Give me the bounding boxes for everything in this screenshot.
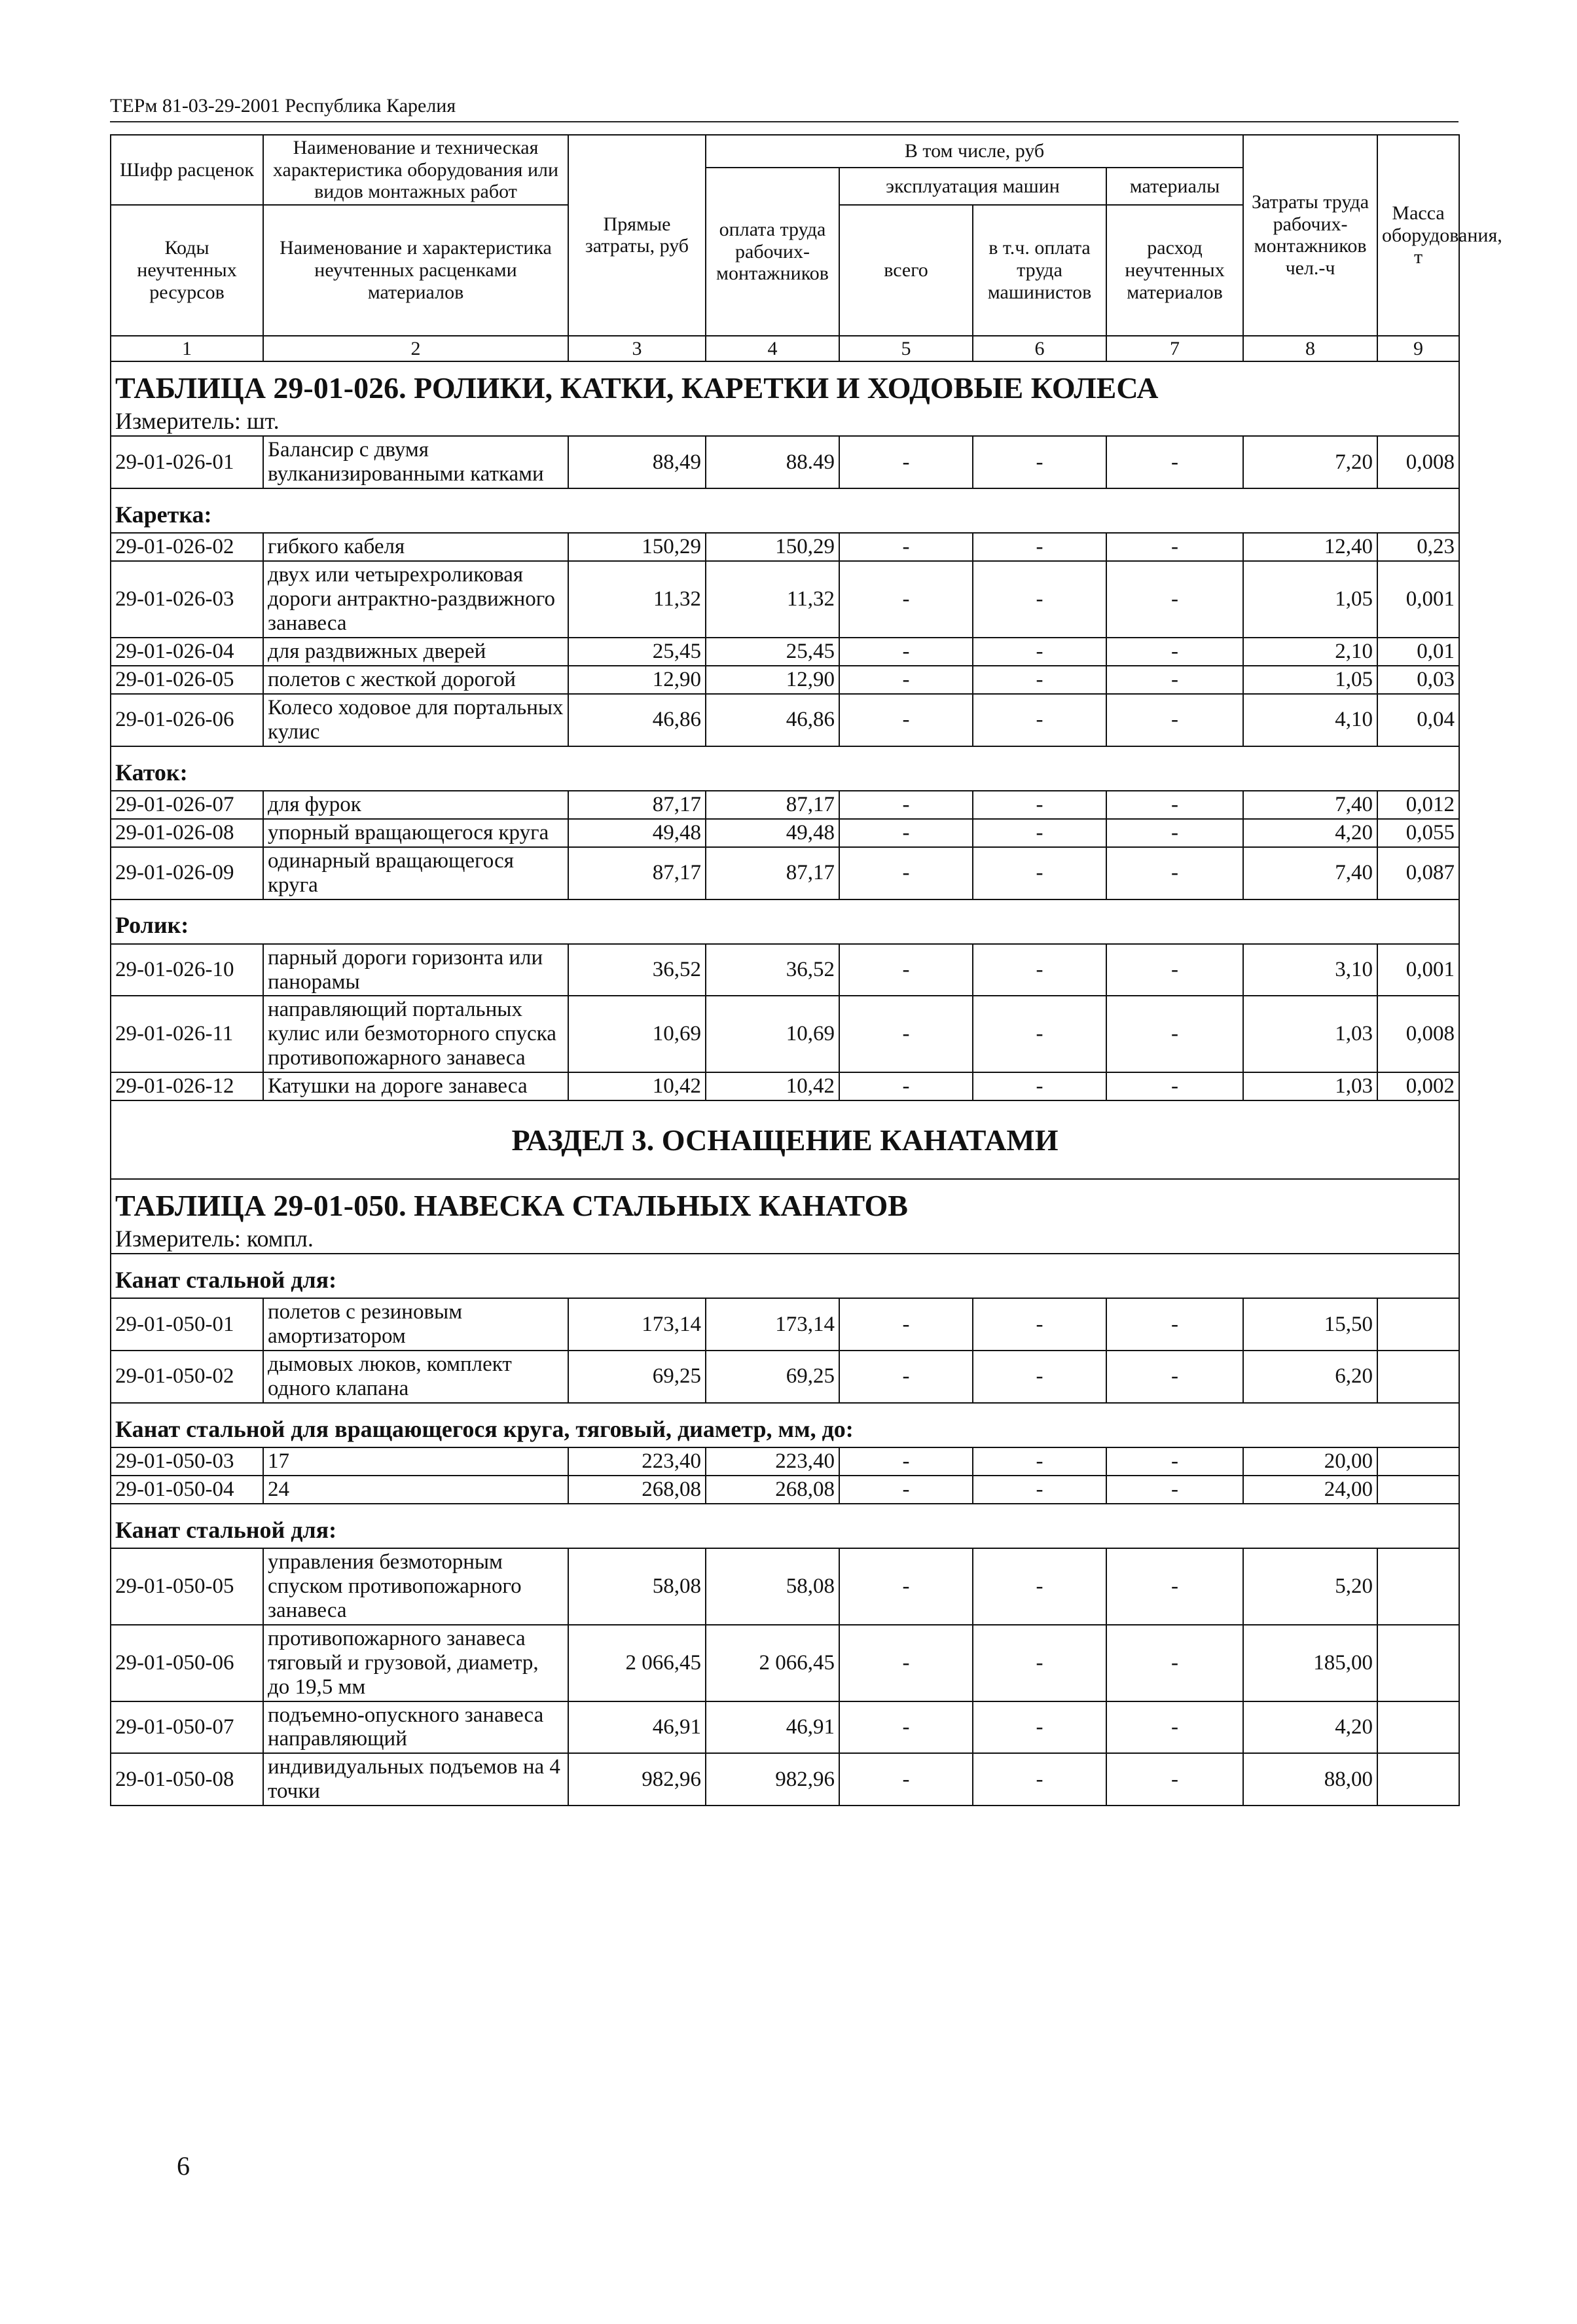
subgroup-title: Канат стальной для:	[111, 1504, 1459, 1548]
cell-code: 29-01-026-11	[111, 996, 263, 1072]
cell-code: 29-01-050-06	[111, 1625, 263, 1701]
cell-labor: 7,40	[1243, 847, 1377, 899]
cell-pay: 12,90	[706, 666, 839, 694]
cell-all: -	[839, 638, 973, 666]
cell-name: полетов с жесткой дорогой	[263, 666, 568, 694]
table-title-row	[111, 361, 1459, 407]
column-numbers-row	[111, 336, 1459, 362]
cell-name: индивидуальных подъемов на 4 точки	[263, 1753, 568, 1806]
cell-mach: -	[973, 791, 1106, 819]
table-row	[111, 1625, 1459, 1701]
section-title-row	[111, 1100, 1459, 1179]
cell-all: -	[839, 791, 973, 819]
cell-direct: 88,49	[568, 436, 706, 488]
table-row	[111, 1351, 1459, 1403]
cell-direct: 2 066,45	[568, 1625, 706, 1701]
cell-name: для раздвижных дверей	[263, 638, 568, 666]
col-materials: материалы	[1106, 168, 1243, 205]
col-machines: эксплуатация машин	[839, 168, 1106, 205]
col-all: всего	[839, 205, 973, 336]
col-codes: Коды неучтенных ресурсов	[111, 205, 263, 336]
cell-direct: 87,17	[568, 791, 706, 819]
cell-mat: -	[1106, 533, 1243, 561]
cell-mach: -	[973, 561, 1106, 638]
table-row	[111, 1298, 1459, 1351]
cell-direct: 49,48	[568, 819, 706, 847]
cell-pay: 87,17	[706, 791, 839, 819]
document-header: ТЕРм 81-03-29-2001 Республика Карелия	[110, 95, 456, 117]
price-table	[110, 134, 1502, 1806]
cell-labor: 6,20	[1243, 1351, 1377, 1403]
cell-name: Катушки на дороге занавеса	[263, 1072, 568, 1100]
cell-mat: -	[1106, 1447, 1243, 1476]
cell-labor: 1,03	[1243, 1072, 1377, 1100]
cell-mass	[1377, 1625, 1459, 1701]
col-mach-pay: в т.ч. оплата труда машинистов	[973, 205, 1106, 336]
cell-pay: 150,29	[706, 533, 839, 561]
cell-pay: 49,48	[706, 819, 839, 847]
cell-direct: 87,17	[568, 847, 706, 899]
cell-name: гибкого кабеля	[263, 533, 568, 561]
subgroup-title-row	[111, 1504, 1459, 1548]
cell-labor: 24,00	[1243, 1476, 1377, 1504]
cell-mach: -	[973, 1701, 1106, 1754]
cell-mat: -	[1106, 1072, 1243, 1100]
table-row	[111, 944, 1459, 996]
cell-pay: 982,96	[706, 1753, 839, 1806]
cell-pay: 87,17	[706, 847, 839, 899]
cell-all: -	[839, 1351, 973, 1403]
cell-mass: 0,008	[1377, 436, 1459, 488]
cell-mass: 0,087	[1377, 847, 1459, 899]
measure-unit: Измеритель: компл.	[111, 1224, 1459, 1254]
cell-direct: 268,08	[568, 1476, 706, 1504]
cell-pay: 268,08	[706, 1476, 839, 1504]
cell-name: одинарный вращающегося круга	[263, 847, 568, 899]
cell-all: -	[839, 666, 973, 694]
cell-name: Балансир с двумя вулканизированными катками	[263, 436, 568, 488]
table-row	[111, 436, 1459, 488]
cell-mach: -	[973, 1548, 1106, 1625]
cell-mat: -	[1106, 1548, 1243, 1625]
table-row	[111, 1548, 1459, 1625]
cell-pay: 11,32	[706, 561, 839, 638]
cell-code: 29-01-026-10	[111, 944, 263, 996]
cell-pay: 25,45	[706, 638, 839, 666]
cell-pay: 69,25	[706, 1351, 839, 1403]
cell-mass	[1377, 1548, 1459, 1625]
cell-mach: -	[973, 1447, 1106, 1476]
table-row	[111, 1447, 1459, 1476]
cell-direct: 11,32	[568, 561, 706, 638]
cell-labor: 15,50	[1243, 1298, 1377, 1351]
cell-all: -	[839, 436, 973, 488]
page-number: 6	[177, 2151, 190, 2181]
cell-all: -	[839, 847, 973, 899]
cell-mass: 0,002	[1377, 1072, 1459, 1100]
table-title: ТАБЛИЦА 29-01-026. РОЛИКИ, КАТКИ, КАРЕТКИ И ХОДОВЫЕ КОЛЕСА	[111, 361, 1459, 407]
cell-labor: 12,40	[1243, 533, 1377, 561]
cell-code: 29-01-026-05	[111, 666, 263, 694]
col-num: 3	[568, 336, 706, 362]
cell-mach: -	[973, 847, 1106, 899]
cell-pay: 46,86	[706, 694, 839, 746]
cell-mach: -	[973, 666, 1106, 694]
table-row	[111, 694, 1459, 746]
cell-all: -	[839, 533, 973, 561]
cell-pay: 10,42	[706, 1072, 839, 1100]
subgroup-title: Ролик:	[111, 899, 1459, 944]
table-title: ТАБЛИЦА 29-01-050. НАВЕСКА СТАЛЬНЫХ КАНАТОВ	[111, 1179, 1459, 1224]
cell-labor: 2,10	[1243, 638, 1377, 666]
cell-name: управления безмоторным спуском противопожарного занавеса	[263, 1548, 568, 1625]
subgroup-title-row	[111, 488, 1459, 533]
cell-mat: -	[1106, 1351, 1243, 1403]
col-labor: Затраты труда рабочих-монтажников чел.-ч	[1243, 135, 1377, 336]
col-num: 6	[973, 336, 1106, 362]
table-row	[111, 1072, 1459, 1100]
cell-pay: 88.49	[706, 436, 839, 488]
cell-mat: -	[1106, 1753, 1243, 1806]
cell-all: -	[839, 1625, 973, 1701]
cell-mat: -	[1106, 1625, 1243, 1701]
table-row	[111, 533, 1459, 561]
cell-pay: 173,14	[706, 1298, 839, 1351]
cell-mat: -	[1106, 819, 1243, 847]
cell-mass: 0,23	[1377, 533, 1459, 561]
section-title: РАЗДЕЛ 3. ОСНАЩЕНИЕ КАНАТАМИ	[111, 1100, 1459, 1179]
header-rule	[110, 121, 1459, 122]
cell-mach: -	[973, 996, 1106, 1072]
cell-labor: 1,05	[1243, 666, 1377, 694]
table-row	[111, 1701, 1459, 1754]
cell-mass	[1377, 1298, 1459, 1351]
cell-mach: -	[973, 1753, 1106, 1806]
col-direct: Прямые затраты, руб	[568, 135, 706, 336]
cell-direct: 150,29	[568, 533, 706, 561]
cell-code: 29-01-050-03	[111, 1447, 263, 1476]
subgroup-title-row	[111, 1403, 1459, 1447]
cell-name: 17	[263, 1447, 568, 1476]
cell-labor: 4,20	[1243, 1701, 1377, 1754]
cell-code: 29-01-026-01	[111, 436, 263, 488]
cell-mat: -	[1106, 791, 1243, 819]
cell-name: Колесо ходовое для портальных кулис	[263, 694, 568, 746]
cell-all: -	[839, 1548, 973, 1625]
cell-mass	[1377, 1447, 1459, 1476]
cell-mat: -	[1106, 996, 1243, 1072]
cell-direct: 58,08	[568, 1548, 706, 1625]
cell-direct: 10,42	[568, 1072, 706, 1100]
cell-mach: -	[973, 944, 1106, 996]
cell-mat: -	[1106, 436, 1243, 488]
cell-mass	[1377, 1753, 1459, 1806]
cell-mass: 0,001	[1377, 944, 1459, 996]
cell-mass: 0,055	[1377, 819, 1459, 847]
cell-direct: 46,86	[568, 694, 706, 746]
cell-code: 29-01-026-07	[111, 791, 263, 819]
cell-direct: 69,25	[568, 1351, 706, 1403]
cell-pay: 223,40	[706, 1447, 839, 1476]
cell-name: парный дороги горизонта или панорамы	[263, 944, 568, 996]
cell-labor: 4,10	[1243, 694, 1377, 746]
cell-mat: -	[1106, 666, 1243, 694]
cell-pay: 36,52	[706, 944, 839, 996]
cell-pay: 46,91	[706, 1701, 839, 1754]
cell-name: 24	[263, 1476, 568, 1504]
cell-mat: -	[1106, 847, 1243, 899]
cell-labor: 7,20	[1243, 436, 1377, 488]
cell-code: 29-01-050-02	[111, 1351, 263, 1403]
table-row	[111, 638, 1459, 666]
cell-all: -	[839, 561, 973, 638]
cell-mach: -	[973, 1298, 1106, 1351]
cell-mass: 0,04	[1377, 694, 1459, 746]
cell-labor: 88,00	[1243, 1753, 1377, 1806]
table-row	[111, 561, 1459, 638]
cell-code: 29-01-026-04	[111, 638, 263, 666]
cell-all: -	[839, 944, 973, 996]
subgroup-title: Каток:	[111, 746, 1459, 791]
cell-name: направляющий портальных кулис или безмоторного спуска противопожарного занавеса	[263, 996, 568, 1072]
col-pay: оплата труда рабочих-монтажников	[706, 168, 839, 336]
cell-code: 29-01-050-04	[111, 1476, 263, 1504]
cell-mach: -	[973, 1625, 1106, 1701]
cell-mass: 0,008	[1377, 996, 1459, 1072]
measure-unit-row	[111, 1224, 1459, 1254]
cell-mat: -	[1106, 1476, 1243, 1504]
cell-code: 29-01-026-09	[111, 847, 263, 899]
cell-mass: 0,001	[1377, 561, 1459, 638]
cell-name: дымовых люков, комплект одного клапана	[263, 1351, 568, 1403]
col-num: 2	[263, 336, 568, 362]
cell-name: упорный вращающегося круга	[263, 819, 568, 847]
cell-all: -	[839, 819, 973, 847]
cell-mach: -	[973, 1072, 1106, 1100]
cell-all: -	[839, 1701, 973, 1754]
cell-mass: 0,012	[1377, 791, 1459, 819]
cell-name: для фурок	[263, 791, 568, 819]
col-including: В том числе, руб	[706, 135, 1243, 168]
cell-mass: 0,03	[1377, 666, 1459, 694]
col-num: 9	[1377, 336, 1459, 362]
subgroup-title-row	[111, 1254, 1459, 1298]
cell-name: подъемно-опускного занавеса направляющий	[263, 1701, 568, 1754]
table-row	[111, 996, 1459, 1072]
cell-pay: 58,08	[706, 1548, 839, 1625]
cell-code: 29-01-026-12	[111, 1072, 263, 1100]
cell-labor: 185,00	[1243, 1625, 1377, 1701]
cell-code: 29-01-026-08	[111, 819, 263, 847]
table-row	[111, 1476, 1459, 1504]
table-row	[111, 666, 1459, 694]
cell-mach: -	[973, 694, 1106, 746]
subgroup-title: Канат стальной для:	[111, 1254, 1459, 1298]
cell-direct: 173,14	[568, 1298, 706, 1351]
subgroup-title-row	[111, 746, 1459, 791]
cell-all: -	[839, 1298, 973, 1351]
cell-all: -	[839, 694, 973, 746]
col-mass: Масса оборудования, т	[1377, 135, 1459, 336]
cell-name: полетов с резиновым амортизатором	[263, 1298, 568, 1351]
col-num: 8	[1243, 336, 1377, 362]
cell-mass	[1377, 1701, 1459, 1754]
cell-mach: -	[973, 819, 1106, 847]
cell-mach: -	[973, 436, 1106, 488]
table-row	[111, 791, 1459, 819]
cell-labor: 5,20	[1243, 1548, 1377, 1625]
cell-labor: 3,10	[1243, 944, 1377, 996]
cell-direct: 10,69	[568, 996, 706, 1072]
cell-direct: 36,52	[568, 944, 706, 996]
cell-all: -	[839, 1072, 973, 1100]
header-row	[111, 135, 1459, 168]
cell-pay: 2 066,45	[706, 1625, 839, 1701]
cell-name: двух или четырехроликовая дороги антрактно-раздвижного занавеса	[263, 561, 568, 638]
measure-unit: Измеритель: шт.	[111, 407, 1459, 436]
subgroup-title-row	[111, 899, 1459, 944]
cell-code: 29-01-026-02	[111, 533, 263, 561]
cell-mat: -	[1106, 1298, 1243, 1351]
cell-mat: -	[1106, 944, 1243, 996]
cell-code: 29-01-026-06	[111, 694, 263, 746]
col-mat-use: расход неучтенных материалов	[1106, 205, 1243, 336]
cell-code: 29-01-050-01	[111, 1298, 263, 1351]
cell-mach: -	[973, 1476, 1106, 1504]
col-num: 1	[111, 336, 263, 362]
cell-labor: 4,20	[1243, 819, 1377, 847]
cell-mat: -	[1106, 561, 1243, 638]
col-num: 5	[839, 336, 973, 362]
cell-code: 29-01-050-07	[111, 1701, 263, 1754]
cell-mach: -	[973, 533, 1106, 561]
table-row	[111, 847, 1459, 899]
cell-pay: 10,69	[706, 996, 839, 1072]
cell-mass	[1377, 1476, 1459, 1504]
cell-labor: 20,00	[1243, 1447, 1377, 1476]
cell-name: противопожарного занавеса тяговый и грузовой, диаметр, до 19,5 мм	[263, 1625, 568, 1701]
col-num: 7	[1106, 336, 1243, 362]
subgroup-title: Канат стальной для вращающегося круга, тяговый, диаметр, мм, до:	[111, 1403, 1459, 1447]
cell-direct: 982,96	[568, 1753, 706, 1806]
cell-mass: 0,01	[1377, 638, 1459, 666]
col-name-2: Наименование и характеристика неучтенных расценками материалов	[263, 205, 568, 336]
cell-labor: 1,05	[1243, 561, 1377, 638]
cell-direct: 25,45	[568, 638, 706, 666]
cell-all: -	[839, 1753, 973, 1806]
col-num: 4	[706, 336, 839, 362]
cell-direct: 46,91	[568, 1701, 706, 1754]
cell-mach: -	[973, 638, 1106, 666]
table-row	[111, 819, 1459, 847]
col-shifr: Шифр расценок	[111, 135, 263, 205]
cell-mat: -	[1106, 694, 1243, 746]
cell-mat: -	[1106, 638, 1243, 666]
cell-labor: 7,40	[1243, 791, 1377, 819]
col-name-1: Наименование и техническая характеристика оборудования или видов монтажных работ	[263, 135, 568, 205]
table-title-row	[111, 1179, 1459, 1224]
cell-direct: 12,90	[568, 666, 706, 694]
measure-unit-row	[111, 407, 1459, 436]
cell-mass	[1377, 1351, 1459, 1403]
cell-labor: 1,03	[1243, 996, 1377, 1072]
cell-all: -	[839, 1476, 973, 1504]
subgroup-title: Каретка:	[111, 488, 1459, 533]
cell-direct: 223,40	[568, 1447, 706, 1476]
cell-all: -	[839, 1447, 973, 1476]
cell-code: 29-01-050-05	[111, 1548, 263, 1625]
cell-mach: -	[973, 1351, 1106, 1403]
cell-mat: -	[1106, 1701, 1243, 1754]
cell-code: 29-01-026-03	[111, 561, 263, 638]
cell-code: 29-01-050-08	[111, 1753, 263, 1806]
cell-all: -	[839, 996, 973, 1072]
table-row	[111, 1753, 1459, 1806]
